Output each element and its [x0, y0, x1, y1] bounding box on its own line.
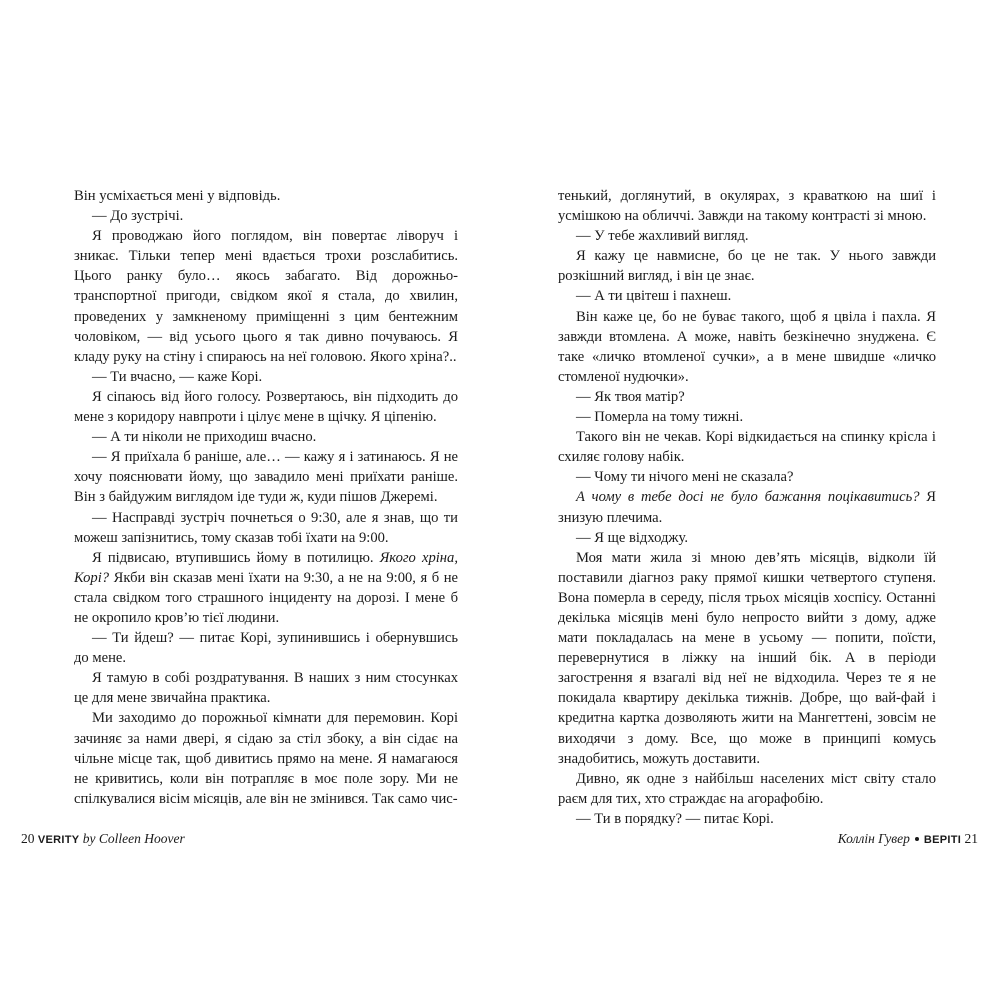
right-book-title: ВЕРІТІ: [923, 834, 962, 846]
paragraph: [74, 427, 458, 447]
text-run: — Ти в порядку? — питає Корі.: [576, 810, 774, 827]
paragraph: [558, 467, 936, 487]
paragraph: [74, 508, 458, 548]
paragraph: [558, 387, 936, 407]
text-run: Моя мати жила зі мною дев’ять місяців, відколи їй поставили діагноз раку прямої кишки четвертого ступеня. Вона померла в середу, після трьох місяців хоспісу. Останні декілька місяців мені було непросто вийти з дому, адже мати покладалась на мене в усьому — попити, поїсти, перевернутися в ліжку на інший бік. А в періоди загострення я взагалі від неї не відходила. Через те я не покидала квартиру декілька тижнів. Добре, що вай-фай і кредитна картка дозволяють жити на Мангеттені, зовсім не виходячи з дому. Все, що може в принципі комусь знадобитись, можуть доставити.: [558, 549, 936, 767]
separator-dot: [915, 837, 919, 841]
paragraph: [74, 548, 458, 628]
text-run: — Померла на тому тижні.: [576, 409, 744, 426]
paragraph: [558, 226, 936, 246]
right-page-number: 21: [964, 831, 978, 846]
right-footer: [838, 831, 978, 848]
text-run: Я проводжаю його поглядом, він повертає ліворуч і зникає. Тільки тепер мені вдається трохи розслабитись. Цього ранку було… якось забагато. Від дорожньо-транспортної пригоди, свідком якої я стала, до хвилин, проведених у замкненому приміщенні з цим бентежним чоловіком, — від усього цього я так дивно почуваюсь. Я кладу руку на стіну і спираюсь на неї головою. Якого хріна?..: [74, 228, 458, 365]
text-run: — Ти вчасно, — каже Корі.: [92, 368, 263, 385]
text-run: — Як твоя матір?: [576, 388, 685, 405]
paragraph: [558, 407, 936, 427]
text-run: — Я ще відходжу.: [576, 529, 688, 546]
text-run: — Чому ти нічого мені не сказала?: [576, 469, 794, 486]
paragraph: [74, 708, 458, 808]
left-page-number: 20: [21, 831, 35, 846]
italic-text: Якого хріна, Корі?: [74, 549, 458, 586]
paragraph: [558, 186, 936, 226]
right-page: [558, 186, 936, 829]
text-run: — А ти ніколи не приходиш вчасно.: [92, 429, 317, 446]
paragraph: [74, 668, 458, 708]
paragraph: [558, 427, 936, 467]
paragraph: [74, 447, 458, 507]
text-run: — Насправді зустріч почнеться о 9:30, але я знав, що ти можеш запізнитись, тому сказав тобі їхати на 9:00.: [74, 509, 458, 546]
text-run: Я кажу це навмисне, бо це не так. У нього завжди розкішний вигляд, і він це знає.: [558, 248, 936, 285]
text-run: Якби він сказав мені їхати на 9:30, а не на 9:00, я б не стала свідком того страшного інциденту на дорозі. І мене б не окропило кров’ю тієї людини.: [74, 569, 458, 626]
text-run: Такого він не чекав. Корі відкидається на спинку крісла і схиляє голову набік.: [558, 429, 936, 466]
text-run: — До зустрічі.: [92, 208, 184, 225]
paragraph: [558, 286, 936, 306]
paragraph: [558, 769, 936, 809]
paragraph: [74, 206, 458, 226]
text-run: Дивно, як одне з найбільш населених міст світу стало раєм для тих, хто страждає на агорафобію.: [558, 770, 936, 807]
right-book-author: Коллін Гувер: [837, 831, 910, 846]
paragraph: [74, 387, 458, 427]
text-run: — Ти йдеш? — питає Корі, зупинившись і обернувшись до мене.: [74, 630, 458, 667]
left-book-title: VERITY: [37, 834, 80, 846]
text-run: Я підвисаю, втупившись йому в потилицю.: [92, 549, 380, 566]
paragraph: [558, 307, 936, 387]
text-run: Він усміхається мені у відповідь.: [74, 188, 281, 204]
text-run: Я сіпаюсь від його голосу. Розвертаюсь, він підходить до мене з коридору навпроти і цілує мене в щічку. Я ціпенію.: [74, 388, 458, 426]
paragraph: [558, 809, 936, 829]
paragraph: [74, 367, 458, 387]
left-footer: [21, 831, 185, 848]
paragraph: [558, 246, 936, 286]
italic-text: А чому в тебе досі не було бажання поцікавитись?: [576, 489, 920, 506]
text-run: — А ти цвітеш і пахнеш.: [576, 288, 732, 305]
text-run: — Я приїхала б раніше, але… — кажу я і затинаюсь. Я не хочу пояснювати йому, що завадило мені приїхати раніше. Він з байдужим виглядом іде туди ж, куди пішов Джеремі.: [74, 449, 458, 506]
paragraph: [74, 186, 458, 206]
text-run: Я знизую плечима.: [558, 489, 936, 526]
text-run: Я тамую в собі роздратування. В наших з ним стосунках це для мене звичайна практика.: [74, 670, 458, 707]
paragraph: [74, 226, 458, 367]
text-run: Ми заходимо до порожньої кімнати для перемовин. Корі зачиняє за нами двері, я сідаю за стіл збоку, а він сідає на чільне місце так, щоб дивитись прямо на мене. Я намагаюся не кривитись, коли він потрапляє в моє поле зору. Ми не спілкувалися вісім місяців, але він не змінився. Так само чис-: [74, 710, 458, 807]
paragraph: [558, 548, 936, 769]
paragraph: [74, 628, 458, 668]
paragraph: [558, 487, 936, 527]
text-run: тенький, доглянутий, в окулярах, з краваткою на шиї і усмішкою на обличчі. Завжди на такому контрасті зі мною.: [558, 188, 936, 225]
left-book-author: by Colleen Hoover: [82, 831, 185, 846]
left-page: [74, 186, 458, 809]
text-run: — У тебе жахливий вигляд.: [576, 228, 749, 245]
paragraph: [558, 528, 936, 548]
text-run: Він каже це, бо не буває такого, щоб я цвіла і пахла. Я завжди втомлена. А може, навіть безкінечно знуджена. Є таке «личко втомленої сучки», а в мене швидше «личко стомленої нудючки».: [558, 308, 936, 385]
